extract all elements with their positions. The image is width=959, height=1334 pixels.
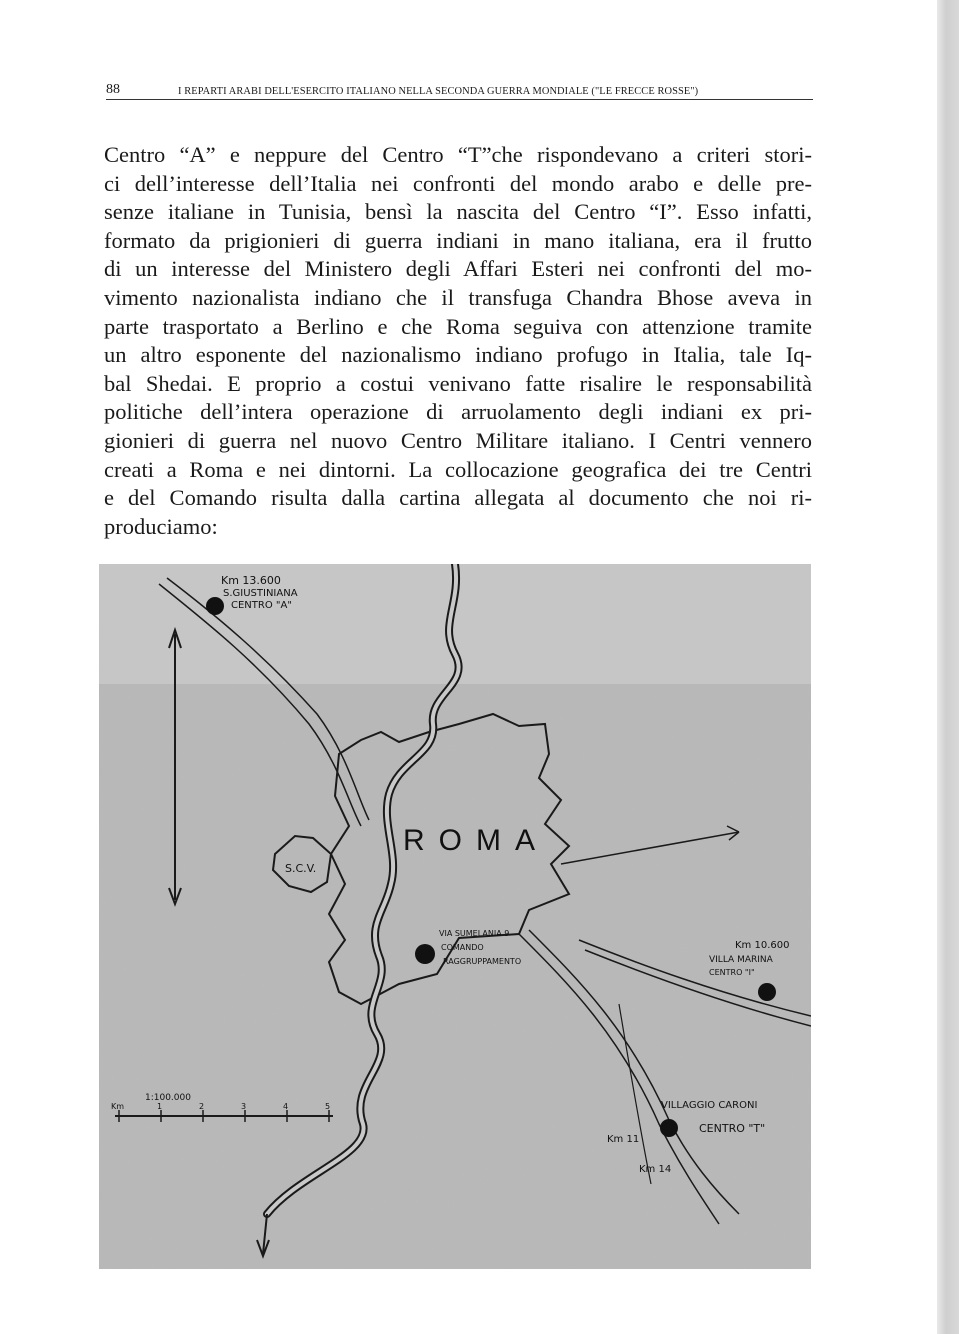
centro-i-marker xyxy=(758,983,776,1001)
text-line: ci dell’interesse dell’Italia nei confronti del mondo arabo e delle pre- xyxy=(104,170,812,196)
running-title: I REPARTI ARABI DELL'ESERCITO ITALIANO NELLA SECONDA GUERRA MONDIALE ("LE FRECCE ROSSE") xyxy=(178,86,699,97)
comando-unit: RAGGRUPPAMENTO xyxy=(443,957,522,966)
text-line: Centro “A” e neppure del Centro “T”che rispondevano a criteri stori- xyxy=(104,142,812,167)
km-14-label: Km 14 xyxy=(639,1164,672,1175)
centro-i-label: CENTRO "I" xyxy=(709,968,755,977)
centro-a-place: S.GIUSTINIANA xyxy=(223,588,298,599)
text-line: parte trasportato a Berlino e che Roma seguiva con attenzione tramite xyxy=(104,313,812,339)
centro-t-marker xyxy=(660,1119,678,1137)
text-line: gionieri di guerra nel nuovo Centro Militare italiano. I Centri vennero xyxy=(104,427,812,453)
comando-label: COMANDO xyxy=(441,943,484,952)
page-header xyxy=(106,82,813,100)
text-line: creati a Roma e nei dintorni. La collocazione geografica dei tre Centri xyxy=(104,456,812,482)
centro-i-km: Km 10.600 xyxy=(735,940,790,951)
body-paragraph xyxy=(104,141,812,541)
centro-i-place: VILLA MARINA xyxy=(709,955,773,965)
page-gutter-shadow xyxy=(937,0,959,1334)
centro-t-label: CENTRO "T" xyxy=(699,1122,766,1135)
text-line: politiche dell’intera operazione di arruolamento degli indiani ex pri- xyxy=(104,399,812,425)
text-line: e del Comando risulta dalla cartina allegata al documento che noi ri- xyxy=(104,485,812,511)
scale-tick-label: 2 xyxy=(199,1102,205,1111)
centro-a-label: CENTRO "A" xyxy=(231,600,292,611)
text-line: bal Shedai. E proprio a costui venivano fatte risalire le responsabilità xyxy=(104,370,812,396)
centro-t-place: VILLAGGIO CARONI xyxy=(661,1100,758,1111)
km-11-label: Km 11 xyxy=(607,1134,640,1145)
text-line: di un interesse del Ministero degli Affari Esteri nei confronti del mo- xyxy=(104,256,812,282)
text-line: senze italiane in Tunisia, bensì la nascita del Centro “I”. Esso infatti, xyxy=(104,199,812,225)
scale-tick-label: Km xyxy=(111,1102,125,1111)
page-number: 88 xyxy=(106,82,120,97)
centro-a-km: Km 13.600 xyxy=(221,574,281,587)
comando-marker xyxy=(415,944,435,964)
vatican-label: S.C.V. xyxy=(285,862,317,875)
text-line: produciamo: xyxy=(104,513,218,539)
text-line: un altro esponente del nazionalismo indiano profugo in Italia, tale Iq- xyxy=(104,342,812,368)
scale-tick-label: 1 xyxy=(157,1102,163,1111)
scale-tick-label: 3 xyxy=(241,1102,247,1111)
scale-tick-label: 5 xyxy=(325,1102,331,1111)
text-line: vimento nazionalista indiano che il transfuga Chandra Bhose aveva in xyxy=(104,284,812,310)
hand-drawn-map-of-rome xyxy=(99,564,811,1269)
map-drawing xyxy=(99,564,811,1269)
text-line: formato da prigionieri di guerra indiani in mano italiana, era il frutto xyxy=(104,227,812,253)
comando-address: VIA SUMELANIA 9 xyxy=(439,929,510,938)
scale-tick-label: 4 xyxy=(283,1102,289,1111)
centro-a-marker xyxy=(206,597,224,615)
city-label: ROMA xyxy=(403,824,549,857)
scale-ratio: 1:100.000 xyxy=(145,1093,191,1103)
